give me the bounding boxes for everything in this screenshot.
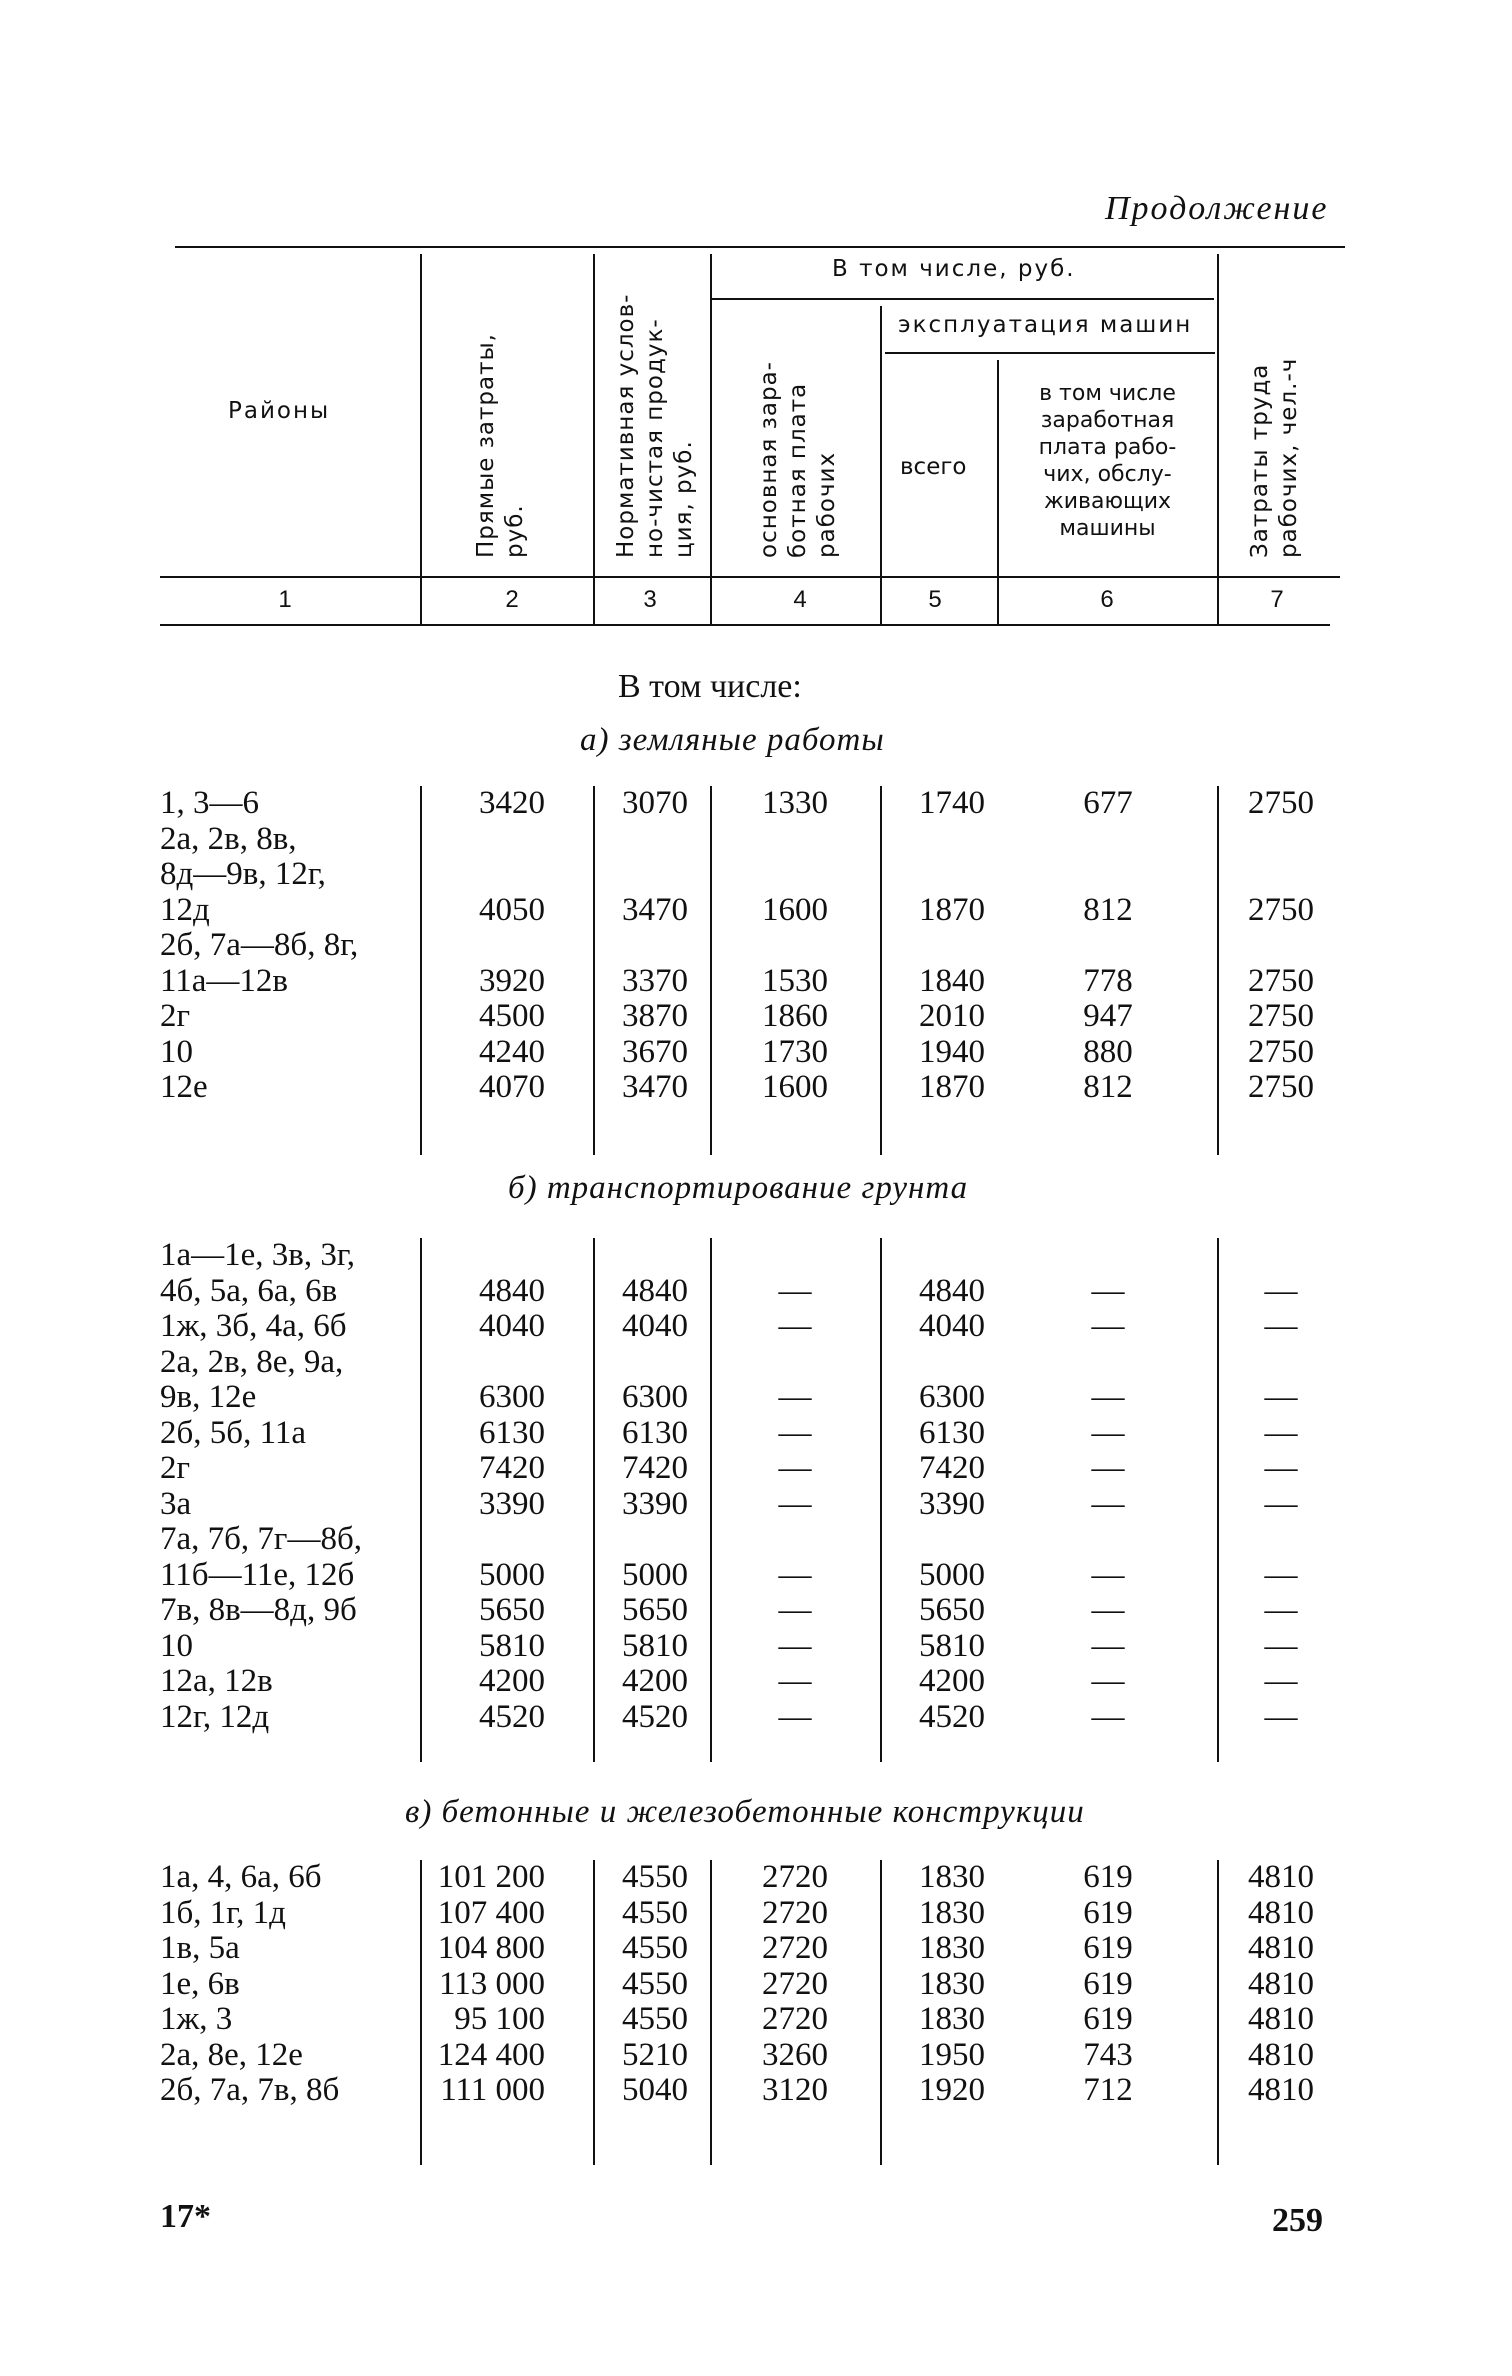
value-cell-c2: 111 000 [440,2072,545,2108]
value-cell-c7: 4810 [1248,2001,1314,2037]
value-cell-c5: 6130 [919,1414,985,1451]
machine-rule [885,352,1215,354]
value-cell-c7: — [1264,1485,1298,1522]
value-cell-c5: 1830 [919,2001,985,2037]
value-cell-c6: 812 [1083,1069,1133,1105]
value-cell-c7: — [1264,1556,1298,1593]
value-cell-c6: — [1091,1485,1125,1522]
column-divider [593,1238,595,1762]
value-cell-c3: 4200 [622,1663,688,1699]
value-cell-c4: — [778,1379,812,1415]
value-cell-c4: 1330 [762,785,828,821]
value-cell-c3: 5810 [622,1627,688,1664]
column-divider [420,786,422,1155]
value-cell-c3: 4520 [622,1698,688,1735]
column-divider [420,1238,422,1762]
value-cell-c2: 104 800 [437,1930,545,1966]
region-cell: 1ж, 3б, 4а, 6б [160,1308,347,1344]
header-base-wage: основная зара- ботная плата рабочих [756,361,840,558]
value-cell-c3: 5210 [622,2036,688,2073]
value-cell-c7: 4810 [1248,2072,1314,2108]
col-number-1: 1 [278,586,292,613]
value-cell-c6: 619 [1083,1930,1133,1966]
value-cell-c4: 1730 [762,1033,828,1070]
value-cell-c6: 743 [1083,2036,1133,2073]
region-cell: 11а—12в [160,962,289,999]
value-cell-c4: — [778,1450,812,1486]
value-cell-c3: 5650 [622,1592,688,1628]
value-cell-c6: 812 [1083,891,1133,928]
value-cell-c4: — [778,1308,812,1344]
value-cell-c4: — [778,1414,812,1451]
value-cell-c5: 4520 [919,1698,985,1735]
including-rule [712,298,1214,300]
value-cell-c3: 6300 [622,1379,688,1415]
col-number-7: 7 [1270,586,1284,613]
value-cell-c6: — [1091,1450,1125,1486]
col-number-5: 5 [928,586,942,613]
value-cell-c2: 101 200 [437,1859,545,1895]
region-cell: 1а—1е, 3в, 3г, [160,1237,355,1273]
region-cell: 9в, 12е [160,1379,257,1415]
value-cell-c6: — [1091,1592,1125,1628]
region-cell: 7а, 7б, 7г—8б, [160,1521,363,1557]
region-cell: 2а, 2в, 8в, [160,820,297,857]
col-number-4: 4 [793,586,807,613]
value-cell-c2: 4240 [479,1033,545,1070]
value-cell-c6: 778 [1083,962,1133,999]
value-cell-c2: 107 400 [437,1894,545,1931]
column-divider [1217,1860,1219,2165]
region-cell: 1в, 5а [160,1930,240,1966]
value-cell-c2: 5000 [479,1556,545,1593]
signature-mark: 17* [160,2198,211,2235]
header-divider-6 [1217,254,1219,624]
value-cell-c2: 124 400 [437,2036,545,2073]
value-cell-c4: — [778,1592,812,1628]
value-cell-c6: 947 [1083,998,1133,1034]
value-cell-c3: 3070 [622,785,688,821]
region-cell: 1е, 6в [160,1965,240,2002]
header-divider-2 [593,254,595,624]
col-number-6: 6 [1100,586,1114,613]
value-cell-c3: 5000 [622,1556,688,1593]
value-cell-c6: — [1091,1627,1125,1664]
value-cell-c3: 4550 [622,2001,688,2037]
column-divider [1217,1238,1219,1762]
column-divider [420,1860,422,2165]
value-cell-c3: 3470 [622,1069,688,1105]
value-cell-c5: 1940 [919,1033,985,1070]
column-divider [593,786,595,1155]
region-cell: 12а, 12в [160,1663,273,1699]
value-cell-c2: 3420 [479,785,545,821]
value-cell-c2: 4200 [479,1663,545,1699]
value-cell-c5: 1870 [919,891,985,928]
section-title: а) земляные работы [580,722,885,758]
column-divider [880,1860,882,2165]
value-cell-c3: 4550 [622,1859,688,1895]
header-bottom-rule [160,576,1340,578]
header-total: всего [900,454,967,480]
page-number: 259 [1272,2202,1323,2239]
value-cell-c4: — [778,1556,812,1593]
value-cell-c7: 2750 [1248,785,1314,821]
value-cell-c6: 880 [1083,1033,1133,1070]
value-cell-c5: 2010 [919,998,985,1034]
value-cell-c6: — [1091,1379,1125,1415]
region-cell: 1ж, 3 [160,2001,233,2037]
value-cell-c3: 6130 [622,1414,688,1451]
value-cell-c3: 3670 [622,1033,688,1070]
value-cell-c5: 4200 [919,1663,985,1699]
header-regions: Районы [228,398,331,424]
column-divider [880,1238,882,1762]
value-cell-c3: 3390 [622,1485,688,1522]
value-cell-c7: — [1264,1627,1298,1664]
value-cell-c3: 4550 [622,1930,688,1966]
region-cell: 12е [160,1069,208,1105]
value-cell-c3: 4040 [622,1308,688,1344]
value-cell-c2: 3920 [479,962,545,999]
header-divider-4 [880,306,882,624]
value-cell-c5: 1920 [919,2072,985,2108]
value-cell-c2: 5650 [479,1592,545,1628]
region-cell: 7в, 8в—8д, 9б [160,1592,357,1628]
section-title: б) транспортирование грунта [508,1170,969,1206]
value-cell-c5: 4040 [919,1308,985,1344]
value-cell-c6: — [1091,1698,1125,1735]
value-cell-c7: — [1264,1592,1298,1628]
value-cell-c3: 4550 [622,1965,688,2002]
value-cell-c7: 2750 [1248,891,1314,928]
value-cell-c5: 5650 [919,1592,985,1628]
value-cell-c3: 3870 [622,998,688,1034]
column-divider [880,786,882,1155]
value-cell-c5: 4840 [919,1272,985,1309]
value-cell-c2: 4070 [479,1069,545,1105]
region-cell: 3а [160,1485,192,1522]
value-cell-c6: — [1091,1663,1125,1699]
value-cell-c4: 2720 [762,2001,828,2037]
header-including-rub: В том числе, руб. [832,256,1076,282]
value-cell-c7: — [1264,1272,1298,1309]
value-cell-c2: 4050 [479,891,545,928]
value-cell-c5: 5000 [919,1556,985,1593]
value-cell-c5: 1950 [919,2036,985,2073]
value-cell-c3: 4840 [622,1272,688,1309]
value-cell-c2: 4840 [479,1272,545,1309]
continuation-label: Продолжение [1105,190,1329,227]
header-direct-costs: Прямые затраты, руб. [473,333,528,558]
value-cell-c4: 2720 [762,1930,828,1966]
value-cell-c2: 95 100 [454,2001,545,2037]
header-top-rule [175,246,1345,248]
value-cell-c6: 619 [1083,1894,1133,1931]
value-cell-c7: — [1264,1663,1298,1699]
value-cell-c2: 7420 [479,1450,545,1486]
value-cell-c5: 1830 [919,1859,985,1895]
value-cell-c5: 5810 [919,1627,985,1664]
value-cell-c7: 4810 [1248,1894,1314,1931]
value-cell-c2: 3390 [479,1485,545,1522]
including-label: В том числе: [618,668,802,705]
column-divider [710,786,712,1155]
value-cell-c4: 1530 [762,962,828,999]
value-cell-c7: 4810 [1248,1965,1314,2002]
value-cell-c6: — [1091,1272,1125,1309]
value-cell-c5: 7420 [919,1450,985,1486]
region-cell: 2б, 7а—8б, 8г, [160,927,359,963]
value-cell-c4: 1600 [762,1069,828,1105]
region-cell: 2а, 8е, 12е [160,2036,303,2073]
value-cell-c7: 4810 [1248,2036,1314,2073]
value-cell-c4: — [778,1272,812,1309]
region-cell: 1б, 1г, 1д [160,1894,286,1931]
region-cell: 1, 3—6 [160,785,259,821]
value-cell-c4: 3120 [762,2072,828,2108]
value-cell-c7: — [1264,1308,1298,1344]
header-labor-costs: Затраты труда рабочих, чел.-ч [1247,357,1302,558]
value-cell-c5: 6300 [919,1379,985,1415]
column-divider [593,1860,595,2165]
region-cell: 1а, 4, 6а, 6б [160,1859,322,1895]
region-cell: 2г [160,998,191,1034]
value-cell-c3: 3470 [622,891,688,928]
value-cell-c2: 6300 [479,1379,545,1415]
value-cell-c4: 2720 [762,1965,828,2002]
header-divider-5 [997,360,999,624]
col-number-3: 3 [643,586,657,613]
value-cell-c7: — [1264,1379,1298,1415]
value-cell-c3: 3370 [622,962,688,999]
value-cell-c3: 5040 [622,2072,688,2108]
value-cell-c5: 3390 [919,1485,985,1522]
value-cell-c4: 2720 [762,1859,828,1895]
value-cell-c6: 619 [1083,2001,1133,2037]
value-cell-c7: — [1264,1450,1298,1486]
region-cell: 2б, 5б, 11а [160,1414,307,1451]
region-cell: 8д—9в, 12г, [160,856,326,892]
value-cell-c2: 4040 [479,1308,545,1344]
value-cell-c6: 677 [1083,785,1133,821]
value-cell-c7: 2750 [1248,1069,1314,1105]
region-cell: 2г [160,1450,191,1486]
region-cell: 2а, 2в, 8е, 9а, [160,1343,344,1380]
region-cell: 10 [160,1627,193,1664]
value-cell-c6: — [1091,1556,1125,1593]
value-cell-c7: 2750 [1248,962,1314,999]
value-cell-c5: 1840 [919,962,985,999]
header-machine-operation: эксплуатация машин [898,312,1193,338]
value-cell-c4: — [778,1663,812,1699]
header-divider-3 [710,254,712,624]
section-title: в) бетонные и железобетонные конструкции [405,1794,1085,1830]
value-cell-c2: 4520 [479,1698,545,1735]
region-cell: 11б—11е, 12б [160,1556,355,1593]
value-cell-c6: — [1091,1308,1125,1344]
column-divider [1217,786,1219,1155]
value-cell-c7: 4810 [1248,1859,1314,1895]
region-cell: 12г, 12д [160,1698,270,1735]
value-cell-c7: — [1264,1414,1298,1451]
value-cell-c2: 113 000 [438,1965,545,2002]
value-cell-c6: 712 [1083,2072,1133,2108]
header-normative-output: Нормативная услов- но-чистая продук- ция, руб. [613,293,697,558]
header-divider-1 [420,254,422,624]
value-cell-c2: 5810 [479,1627,545,1664]
value-cell-c4: — [778,1485,812,1522]
colnum-bottom-rule [160,624,1330,626]
value-cell-c4: 1860 [762,998,828,1034]
value-cell-c4: 2720 [762,1894,828,1931]
value-cell-c5: 1870 [919,1069,985,1105]
value-cell-c3: 7420 [622,1450,688,1486]
region-cell: 4б, 5а, 6а, 6в [160,1272,338,1309]
value-cell-c2: 6130 [479,1414,545,1451]
value-cell-c6: 619 [1083,1965,1133,2002]
value-cell-c4: 3260 [762,2036,828,2073]
value-cell-c6: — [1091,1414,1125,1451]
value-cell-c5: 1830 [919,1965,985,2002]
col-number-2: 2 [505,586,519,613]
value-cell-c4: — [778,1698,812,1735]
region-cell: 10 [160,1033,193,1070]
value-cell-c7: 2750 [1248,998,1314,1034]
value-cell-c3: 4550 [622,1894,688,1931]
value-cell-c7: 4810 [1248,1930,1314,1966]
header-incl-wage: в том числе заработная плата рабо- чих, обслу- живающих машины [1038,381,1177,541]
value-cell-c2: 4500 [479,998,545,1034]
value-cell-c5: 1740 [919,785,985,821]
value-cell-c4: 1600 [762,891,828,928]
region-cell: 12д [160,891,210,928]
value-cell-c5: 1830 [919,1894,985,1931]
value-cell-c7: — [1264,1698,1298,1735]
column-divider [710,1238,712,1762]
value-cell-c5: 1830 [919,1930,985,1966]
value-cell-c7: 2750 [1248,1033,1314,1070]
value-cell-c6: 619 [1083,1859,1133,1895]
region-cell: 2б, 7а, 7в, 8б [160,2072,340,2108]
value-cell-c4: — [778,1627,812,1664]
column-divider [710,1860,712,2165]
